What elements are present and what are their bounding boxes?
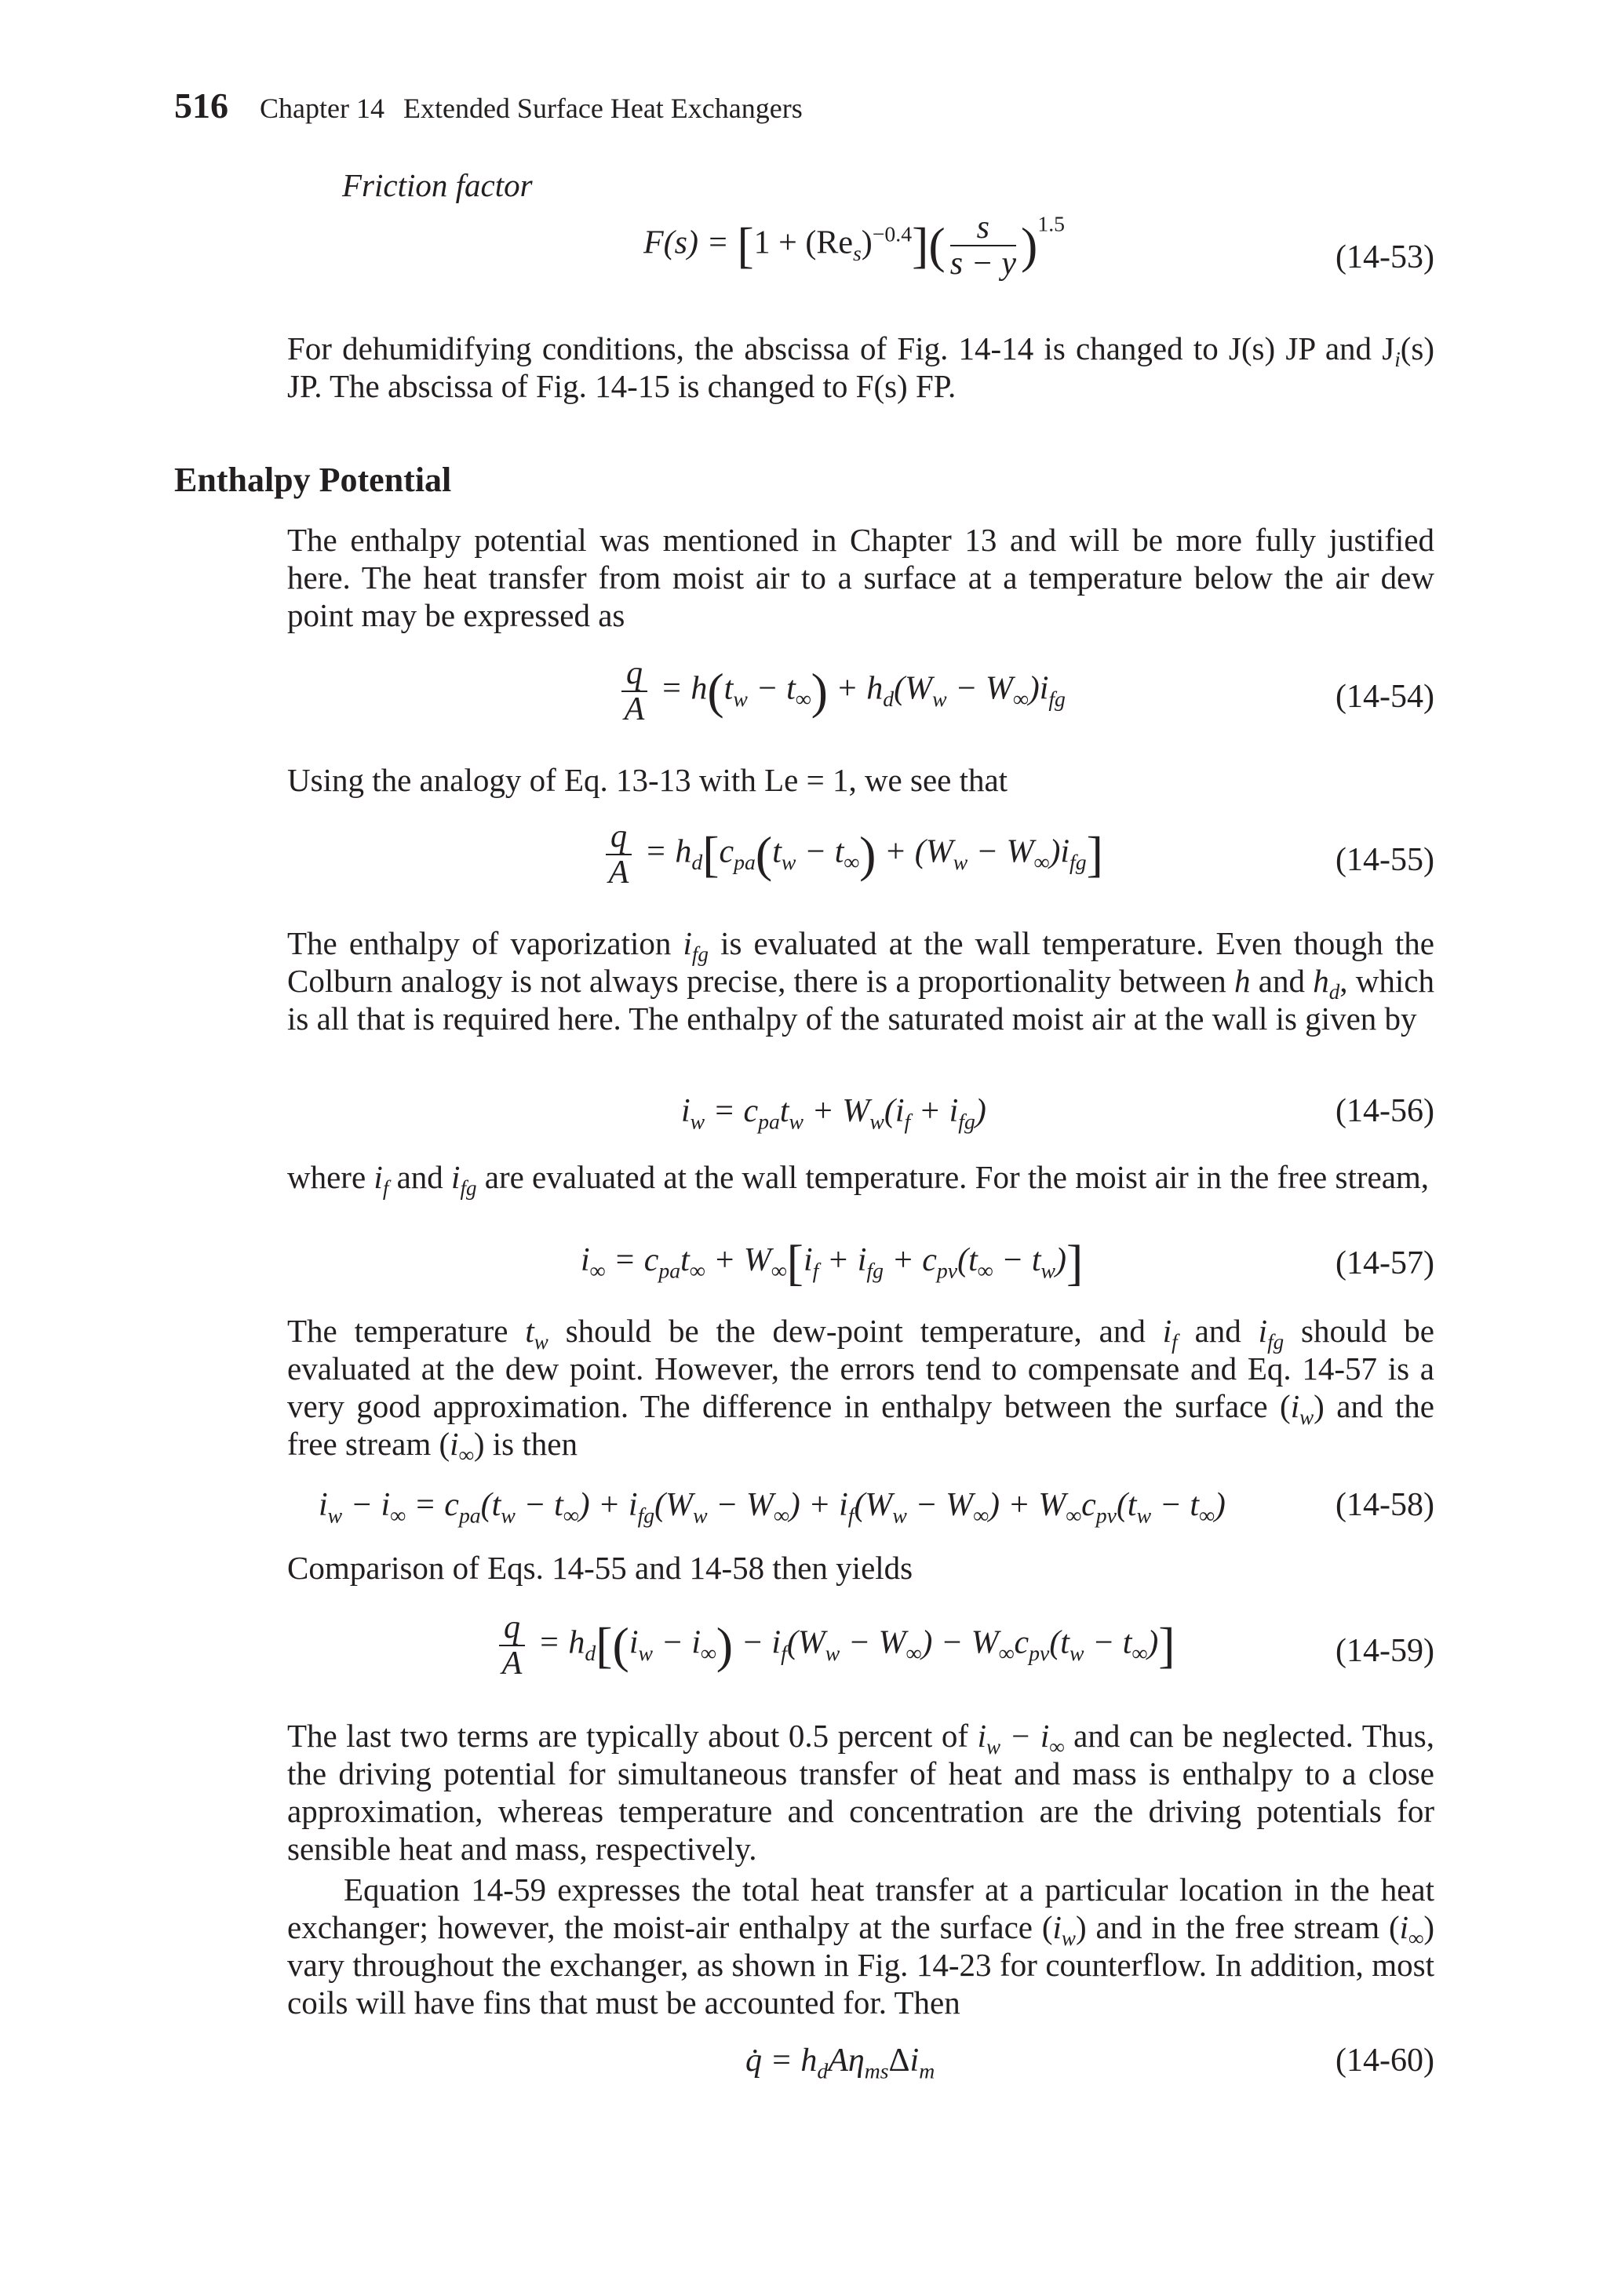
equation-14-53 — [287, 206, 1434, 282]
equation-body: $F(s) = [1 + (Re_s)^{-0.4}]$( $\frac{s}{s - y}$ )$^{1.5}$ — [643, 210, 1065, 282]
friction-factor-label: Friction factor — [342, 167, 533, 203]
chapter-label: Chapter 14 — [260, 93, 384, 124]
equation-body: $\frac{q}{A}$ = $h_d[(i_w - i_\infty) - i_f(W_w - W_\infty) - W_\infty c_{pv}(t_w - t_\infty)]$ — [494, 1610, 1175, 1681]
running-header — [174, 85, 803, 126]
equation-body: $\frac{q}{A}$ = $h_d[c_{pa}(t_w - t_\infty) + (W_w - W_\infty)i_{fg}]$ — [601, 819, 1103, 890]
equation-14-58 — [287, 1480, 1434, 1551]
paragraph-2: Using the analogy of Eq. 13-13 with Le = 1, we see that — [287, 762, 1008, 798]
dehumid-text-2: (s) JP. The abscissa of Fig. 14-15 is changed to F(s) FP. — [287, 330, 1434, 404]
paragraph-6: Comparison of Eqs. 14-55 and 14-58 then yields — [287, 1550, 913, 1586]
equation-number: (14-57) — [1336, 1245, 1434, 1281]
equation-number: (14-54) — [1336, 679, 1434, 715]
paragraph-1: The enthalpy potential was mentioned in Chapter 13 and will be more fully justified here. The heat transfer from moist air to a surface at a temperature below the air dew point may be expressed as — [287, 522, 1434, 633]
equation-body: $i_w = c_{pa}t_w + W_w(i_f + i_{fg})$ — [681, 1093, 986, 1134]
equation-number: (14-58) — [1336, 1487, 1434, 1523]
dehumid-text-1: For dehumidifying conditions, the abscissa of Fig. 14-14 is changed to J(s) JP and J — [287, 330, 1395, 366]
equation-body: $\frac{q}{A}$ = $h(t_w - t_\infty) + h_d(W_w - W_\infty)i_{fg}$ — [617, 656, 1066, 727]
chapter-title: Extended Surface Heat Exchangers — [403, 93, 803, 124]
equation-body: $i_w - i_\infty = c_{pa}(t_w - t_\infty) + i_{fg}(W_w - W_\infty) + i_f(W_w - W_\infty) + W_\infty c_{pv}(t_w - t_\infty)$ — [319, 1487, 1226, 1528]
paragraph-7: The last two terms are typically about 0.5 percent of $i_w - i_\infty$ and can be neglected. Thus, the driving potential for simultaneous transfer of heat and mass is enthalpy to a close approximation, whereas temperature and concentration are the driving potentials for sensible heat and mass, respectively. — [287, 1718, 1435, 1867]
equation-14-57 — [287, 1232, 1434, 1303]
section-title: Enthalpy Potential — [174, 461, 452, 499]
equation-14-56 — [287, 1086, 1434, 1157]
equation-body: $i_\infty = c_{pa}t_\infty + W_\infty[i_f + i_{fg} + c_{pv}(t_\infty - t_w)]$ — [581, 1234, 1084, 1291]
dehumidifying-paragraph: For dehumidifying conditions, the abscissa of Fig. 14-14 is changed to J(s) JP and $J_i(s)$ JP. The abscissa of Fig. 14-15 is changed to F(s) FP. — [287, 330, 1434, 404]
paragraph-4: where $i_f$ and $i_{fg}$ are evaluated at the wall temperature. For the moist air in the free stream, — [287, 1159, 1430, 1201]
equation-14-55 — [287, 819, 1434, 890]
equation-number: (14-55) — [1336, 842, 1434, 878]
equation-14-54 — [287, 656, 1434, 727]
equation-number: (14-56) — [1336, 1093, 1434, 1129]
equation-14-60 — [287, 2035, 1434, 2106]
paragraph-8: Equation 14-59 expresses the total heat transfer at a particular location in the heat exchanger; however, the moist-air enthalpy at the surface $(i_w)$ and in the free stream $(i_\infty)$ vary throughout the exchanger, as shown in Fig. 14-23 for counterflow. In addition, most coils will have fins that must be accounted for. Then — [287, 1871, 1434, 2021]
equation-number: (14-59) — [1336, 1633, 1434, 1669]
equation-number: (14-60) — [1336, 2043, 1434, 2079]
equation-body: q̇ = $h_dA\eta_{ms}\Delta i_m$ — [745, 2043, 935, 2083]
paragraph-3: The enthalpy of vaporization $i_{fg}$ is evaluated at the wall temperature. Even though the Colburn analogy is not always precise, there is a proportionality between h and $h_d$, which is all that is required here. The enthalpy of the saturated moist air at the wall is given by — [287, 925, 1435, 1037]
paragraph-5: The temperature $t_w$ should be the dew-point temperature, and $i_f$ and $i_{fg}$ should be evaluated at the dew point. However, the errors tend to compensate and Eq. 14-57 is a very good approximation. The difference in enthalpy between the surface $(i_w)$ and the free stream $(i_\infty)$ is then — [287, 1313, 1434, 1467]
page-number: 516 — [174, 86, 228, 126]
equation-number: (14-53) — [1336, 239, 1434, 275]
equation-14-59 — [287, 1610, 1434, 1681]
